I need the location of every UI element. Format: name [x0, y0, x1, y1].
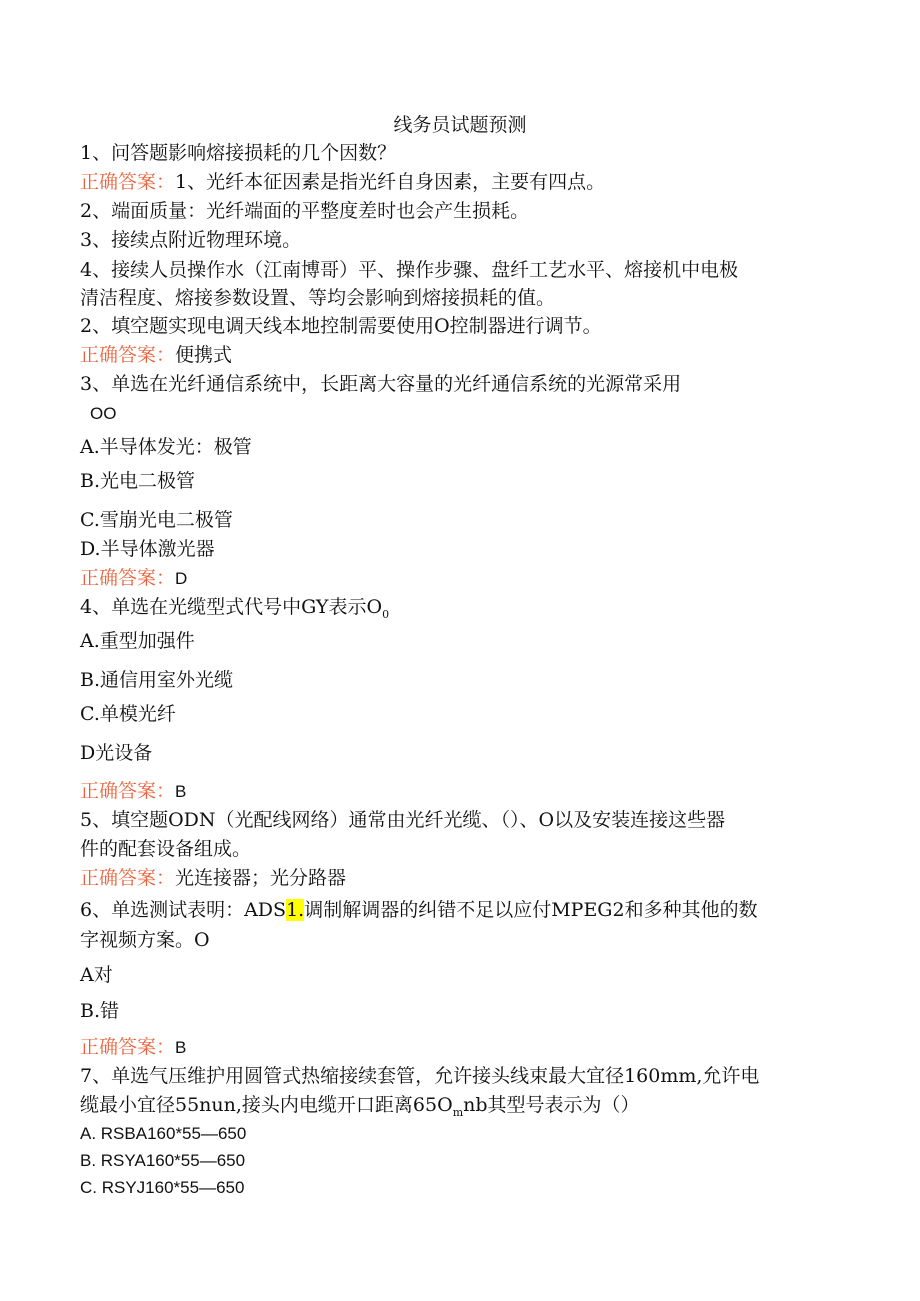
answer-6-line [80, 1035, 186, 1060]
answer-label: 正确答案： [80, 344, 176, 366]
option-3c: C.雪崩光电二极管 [80, 509, 233, 531]
option-7c: C. RSYJ160*55—650 [80, 1178, 245, 1197]
answer-2-line [80, 343, 232, 367]
answer-1-text: 1、光纤本征因素是指光纤自身因素，主要有四点。 [175, 171, 606, 193]
question-7-text-a: 缆最小宜径55nun,接头内电缆开口距离65O [80, 1094, 453, 1116]
question-5: 5、填空题ODN（光配线网络）通常由光纤光缆、（）、O以及安装连接这些器 [80, 809, 726, 831]
question-5-cont: 件的配套设备组成。 [80, 838, 252, 860]
question-1: 1、问答题影响熔接损耗的几个因数？ [80, 142, 397, 164]
answer-5-text: 光连接器；光分路器 [175, 867, 347, 889]
answer-1-point-4-cont: 清洁程度、熔接参数设置、等均会影响到熔接损耗的值。 [80, 287, 556, 309]
answer-1-line [80, 170, 605, 194]
option-3b: B.光电二极管 [80, 470, 196, 492]
option-6b: B.错 [80, 1000, 120, 1022]
answer-label: 正确答案： [80, 1036, 176, 1058]
answer-3-line [80, 566, 187, 591]
answer-4-line [80, 779, 186, 804]
document-title: 线务员试题预测 [393, 114, 527, 136]
question-6 [80, 898, 758, 922]
answer-3-text: D [175, 569, 188, 588]
option-3d: D.半导体激光器 [80, 538, 215, 560]
answer-1-point-4: 4、接续人员操作水（江南博哥）平、操作步骤、盘纤工艺水平、熔接机中电极 [80, 259, 739, 281]
question-7-subscript: m [452, 1105, 464, 1119]
question-6-text-end: 调制解调器的纠错不足以应付MPEG2和多种其他的数 [304, 899, 758, 921]
question-3-blank: OO [90, 404, 117, 423]
answer-label: 正确答案： [80, 171, 176, 193]
option-7a: A. RSBA160*55—650 [80, 1124, 247, 1143]
question-7-text-b: nb其型号表示为（） [463, 1094, 640, 1116]
question-2: 2、填空题实现电调天线本地控制需要使用O控制器进行调节。 [80, 315, 602, 337]
question-4-subscript: 0 [382, 607, 390, 621]
answer-1-point-3: 3、接续点附近物理环境。 [80, 229, 302, 251]
question-6-cont: 字视频方案。O [80, 929, 210, 951]
option-4a: A.重型加强件 [80, 630, 195, 652]
answer-label: 正确答案： [80, 780, 176, 802]
option-4c: C.单模光纤 [80, 703, 176, 725]
option-7b: B. RSYA160*55—650 [80, 1151, 246, 1170]
answer-5-line [80, 866, 346, 890]
option-4b: B.通信用室外光缆 [80, 669, 234, 691]
answer-6-text: B [175, 1038, 187, 1057]
question-7: 7、单选气压维护用圆管式热缩接续套管，允许接头线束最大宜径160mm,允许电 [80, 1065, 760, 1087]
answer-label: 正确答案： [80, 567, 176, 589]
question-4 [80, 595, 389, 627]
answer-2-text: 便携式 [175, 344, 233, 366]
answer-4-text: B [175, 782, 187, 801]
option-4d: D光设备 [80, 742, 153, 764]
answer-label: 正确答案： [80, 867, 176, 889]
option-3a: A.半导体发光：极管 [80, 436, 252, 458]
answer-1-point-2: 2、端面质量：光纤端面的平整度差时也会产生损耗。 [80, 200, 530, 222]
question-3: 3、单选在光纤通信系统中，长距离大容量的光纤通信系统的光源常采用 [80, 373, 682, 395]
question-6-text-start: 6、单选测试表明：ADS [80, 899, 287, 921]
question-4-text: 4、单选在光缆型式代号中GY表示O [80, 596, 383, 618]
option-6a: A对 [80, 964, 113, 986]
question-7-cont [80, 1093, 640, 1125]
highlighted-text: 1. [286, 899, 305, 921]
